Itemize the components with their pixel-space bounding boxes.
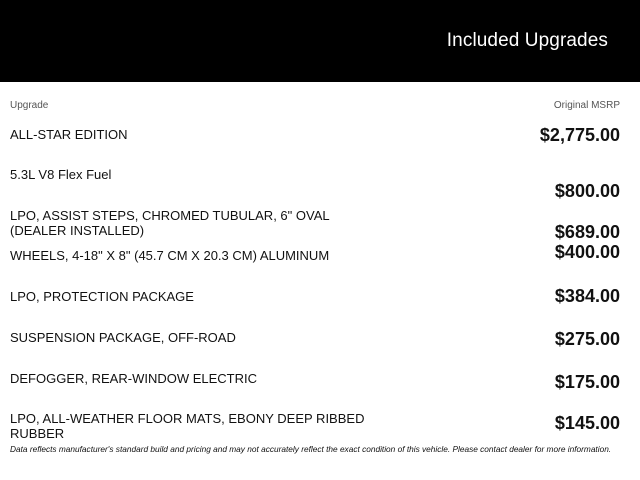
- list-item: [0, 329, 640, 370]
- upgrade-price: $275.00: [554, 328, 620, 349]
- list-item: [0, 241, 640, 289]
- list-item: [0, 126, 640, 167]
- disclaimer-text: Data reflects manufacturer's standard build and pricing and may not accurately reflect the exact condition of this vehicle. Please contact dealer for more information.: [10, 444, 612, 454]
- list-item: [0, 370, 640, 411]
- column-header-msrp: Original MSRP: [553, 100, 620, 111]
- header-bar: [0, 0, 640, 82]
- upgrade-price: $384.00: [554, 286, 620, 307]
- column-header-upgrade: Upgrade: [10, 100, 49, 111]
- upgrade-name: LPO, PROTECTION PACKAGE: [10, 289, 194, 305]
- upgrade-name: DEFOGGER, REAR-WINDOW ELECTRIC: [10, 370, 258, 386]
- upgrade-name: LPO, ALL-WEATHER FLOOR MATS, EBONY DEEP RIBBED RUBBER: [10, 411, 365, 442]
- page-title: Included Upgrades: [446, 30, 608, 51]
- upgrade-name: SUSPENSION PACKAGE, OFF-ROAD: [10, 329, 236, 345]
- list-item: [0, 207, 640, 248]
- upgrade-price: $145.00: [554, 413, 620, 434]
- upgrade-price: $400.00: [554, 241, 620, 262]
- upgrades-list: [0, 126, 640, 451]
- list-item: [0, 167, 640, 208]
- upgrade-name: ALL-STAR EDITION: [10, 127, 128, 142]
- upgrade-price: $689.00: [554, 222, 620, 243]
- upgrade-price: $2,775.00: [539, 125, 620, 145]
- upgrade-name: LPO, ASSIST STEPS, CHROMED TUBULAR, 6" OVAL (DEALER INSTALLED): [10, 208, 330, 239]
- upgrade-price: $175.00: [554, 371, 620, 392]
- list-item: [0, 288, 640, 329]
- upgrade-name: WHEELS, 4-18" X 8" (45.7 CM X 20.3 CM) ALUMINUM: [10, 247, 330, 263]
- upgrade-price: $800.00: [554, 180, 620, 201]
- upgrade-name: 5.3L V8 Flex Fuel: [10, 166, 112, 182]
